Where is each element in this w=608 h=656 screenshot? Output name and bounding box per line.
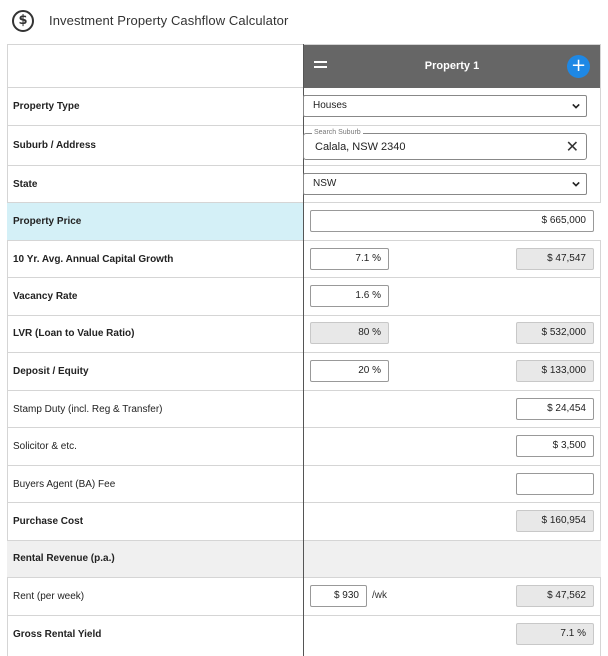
buyers-agent-input[interactable]	[516, 473, 594, 495]
app-header	[0, 0, 608, 44]
row-deposit	[7, 353, 601, 391]
row-rental-revenue	[7, 541, 601, 578]
capital-growth-rate-input[interactable]: 7.1 %	[310, 248, 389, 270]
suburb-floating-label: Search Suburb	[314, 129, 361, 136]
purchase-cost-label: Purchase Cost	[13, 516, 84, 527]
solicitor-input[interactable]: $ 3,500	[516, 435, 594, 457]
property-label: Property 1	[424, 60, 480, 72]
property-type-select[interactable]	[303, 95, 587, 117]
deposit-label: Deposit / Equity	[13, 366, 89, 377]
lvr-rate: 80 %	[310, 322, 389, 344]
row-rent	[7, 578, 601, 616]
row-solicitor	[7, 428, 601, 466]
suburb-value: Calala, NSW 2340	[315, 141, 406, 153]
chevron-down-icon	[572, 180, 580, 188]
state-select[interactable]	[303, 173, 587, 195]
add-property-button[interactable]: +	[567, 55, 590, 78]
lvr-label: LVR (Loan to Value Ratio)	[13, 328, 135, 339]
capital-growth-label: 10 Yr. Avg. Annual Capital Growth	[13, 254, 174, 265]
capital-growth-amount: $ 47,547	[516, 248, 594, 270]
vacancy-label: Vacancy Rate	[13, 291, 78, 302]
property-column-header	[304, 45, 600, 88]
row-lvr	[7, 316, 601, 353]
row-vacancy	[7, 278, 601, 316]
state-value: NSW	[313, 178, 337, 189]
chevron-down-icon	[572, 102, 580, 110]
solicitor-label: Solicitor & etc.	[13, 441, 77, 452]
property-price-input[interactable]: $ 665,000	[310, 210, 594, 232]
dollar-circle-icon: $	[12, 10, 34, 32]
rent-annual-amount: $ 47,562	[516, 585, 594, 607]
lvr-amount: $ 532,000	[516, 322, 594, 344]
property-price-label: Property Price	[13, 216, 82, 227]
property-type-value: Houses	[313, 100, 347, 111]
purchase-cost-amount: $ 160,954	[516, 510, 594, 532]
gross-yield-label: Gross Rental Yield	[13, 629, 102, 640]
stamp-duty-label: Stamp Duty (incl. Reg & Transfer)	[13, 404, 163, 415]
deposit-rate-input[interactable]: 20 %	[310, 360, 389, 382]
close-icon[interactable]: ✕	[565, 137, 579, 156]
buyers-agent-label: Buyers Agent (BA) Fee	[13, 479, 116, 490]
row-gross-yield	[7, 616, 601, 656]
suburb-search-input[interactable]	[303, 129, 587, 160]
rent-input[interactable]: $ 930	[310, 585, 367, 607]
row-capital-growth	[7, 241, 601, 278]
deposit-amount: $ 133,000	[516, 360, 594, 382]
state-label: State	[13, 179, 38, 190]
gross-yield-amount: 7.1 %	[516, 623, 594, 645]
stamp-duty-input[interactable]: $ 24,454	[516, 398, 594, 420]
vacancy-rate-input[interactable]: 1.6 %	[310, 285, 389, 307]
property-type-label: Property Type	[13, 101, 80, 112]
rent-label: Rent (per week)	[13, 591, 85, 602]
row-buyers-agent	[7, 466, 601, 503]
app-title: Investment Property Cashflow Calculator	[49, 13, 289, 28]
rental-revenue-label: Rental Revenue (p.a.)	[13, 553, 115, 564]
row-stamp-duty	[7, 391, 601, 428]
suburb-label: Suburb / Address	[13, 140, 96, 151]
row-purchase-cost	[7, 503, 601, 541]
rent-unit: /wk	[372, 590, 387, 601]
